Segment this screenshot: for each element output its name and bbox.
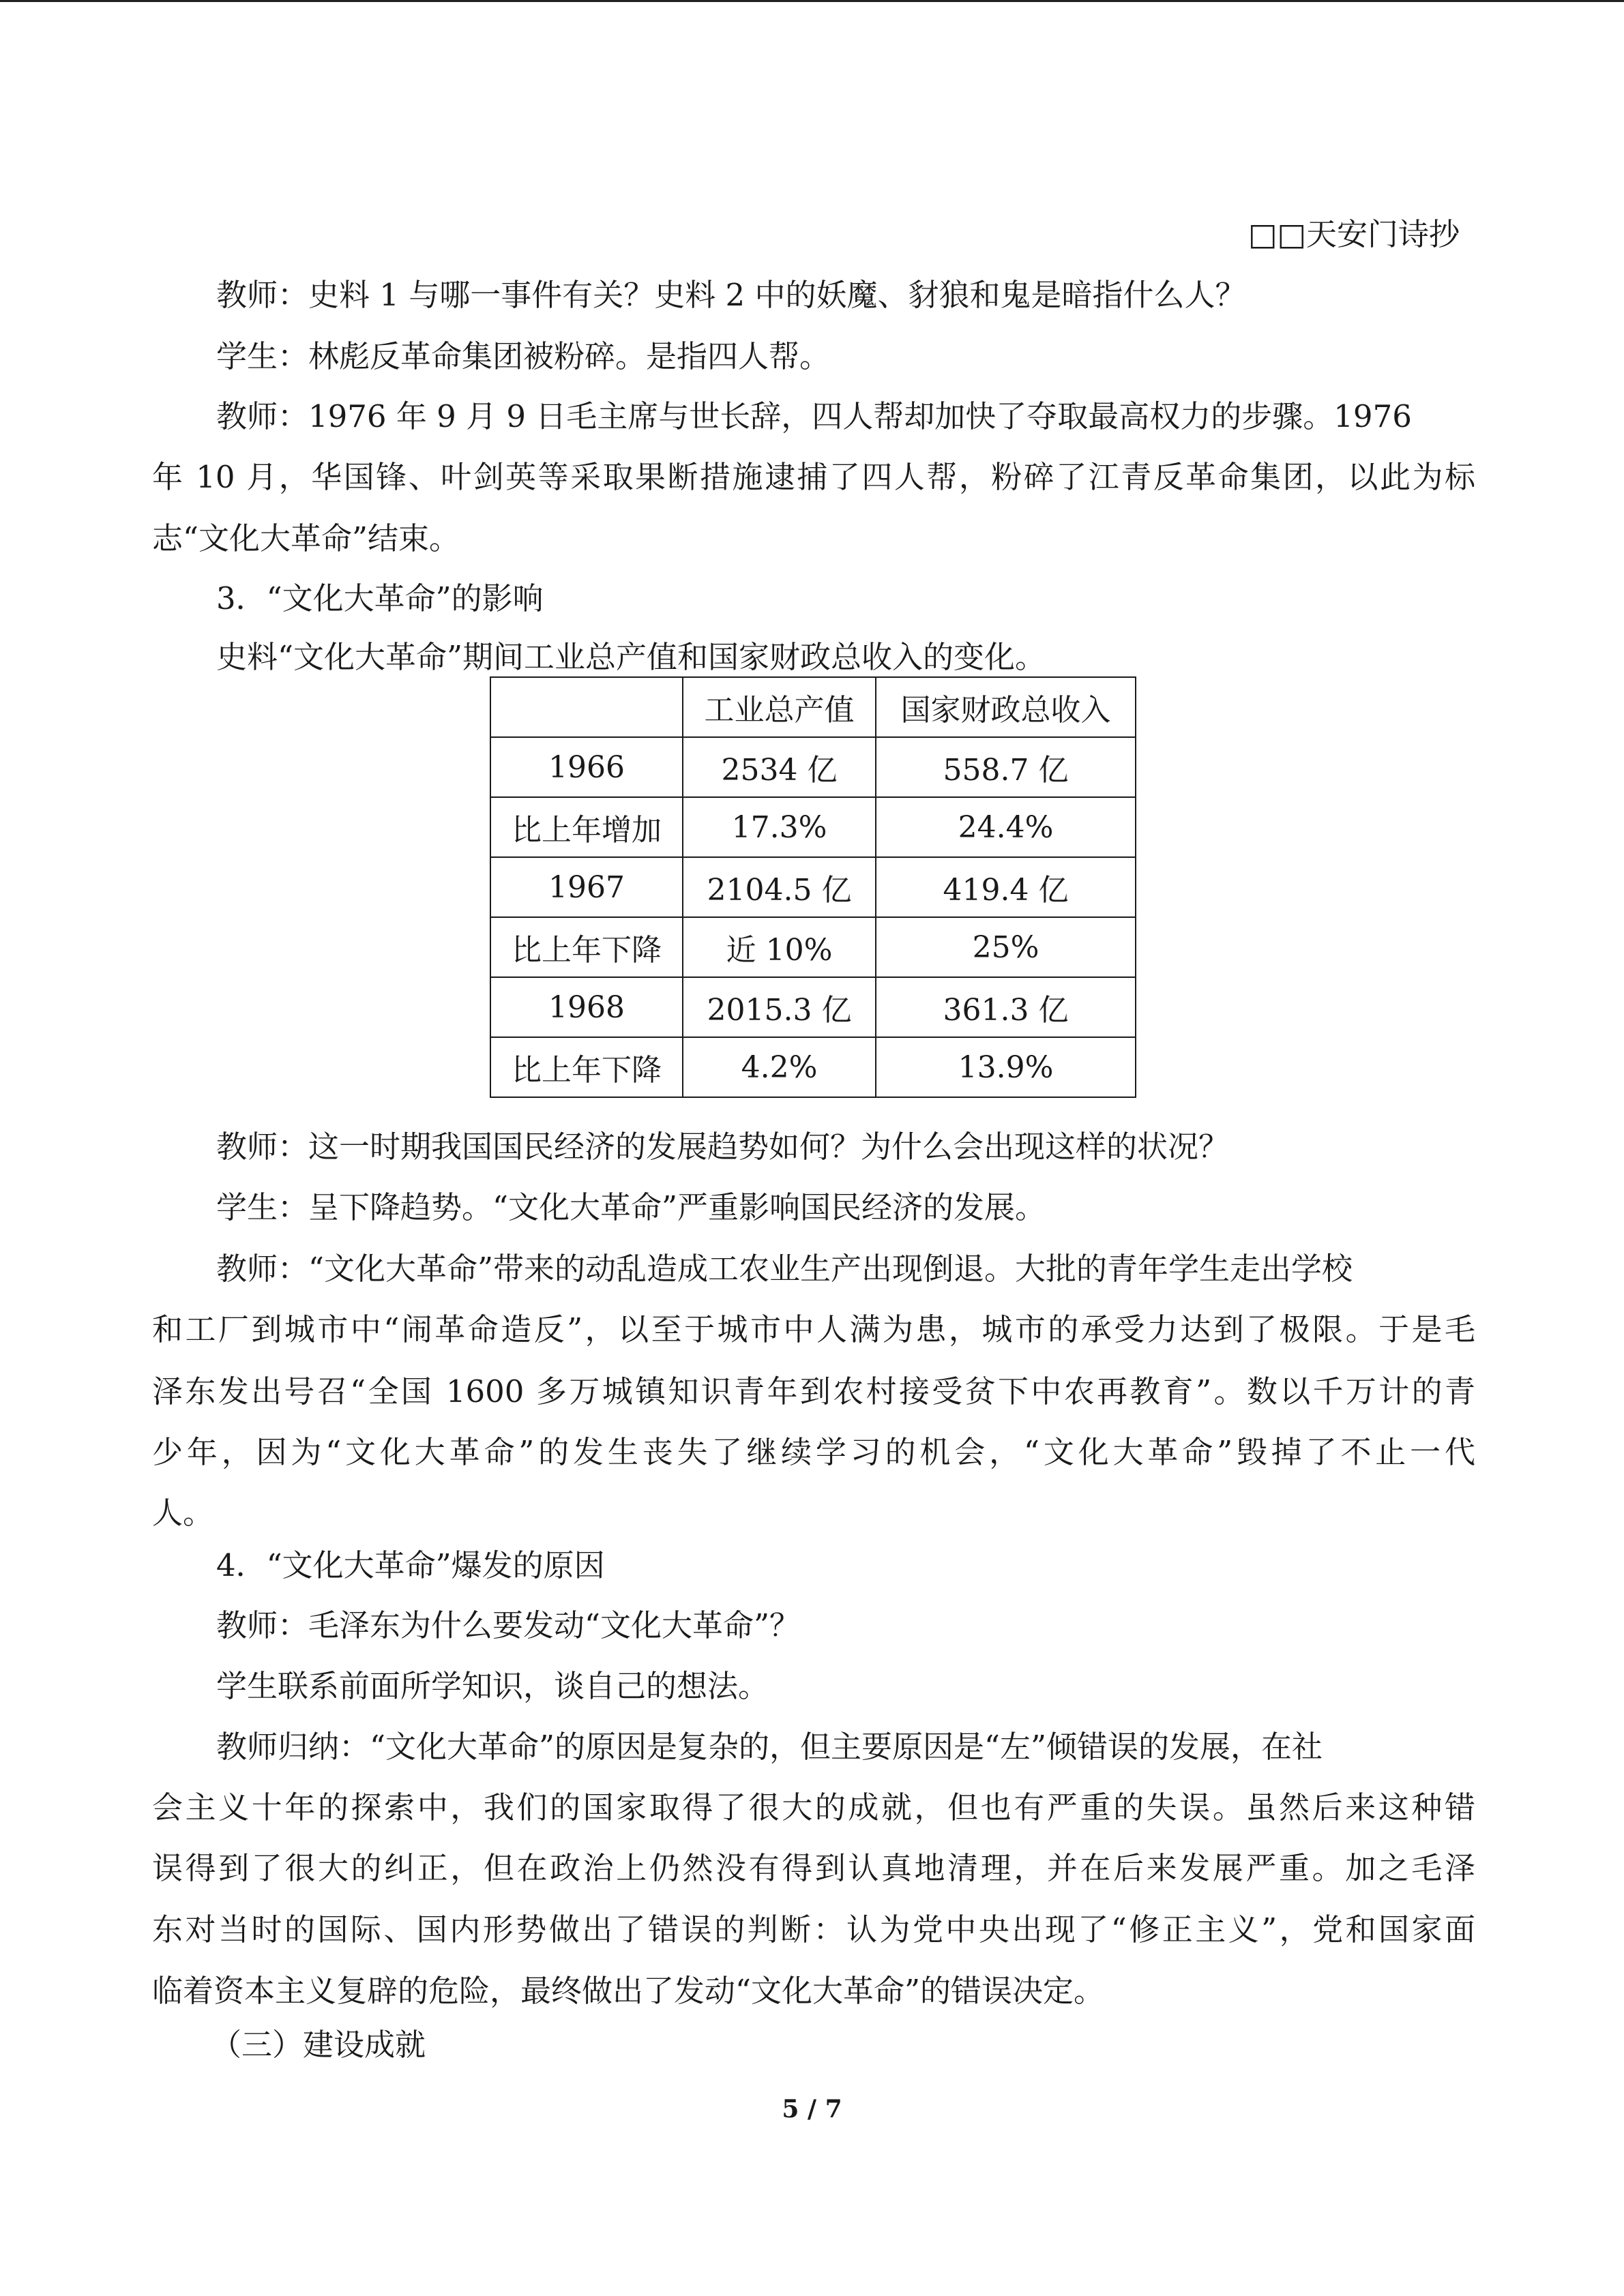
table-cell: 2104.5 亿 — [683, 857, 876, 917]
table-caption: 史料“文化大革命”期间工业总产值和国家财政总收入的变化。 — [216, 639, 1046, 675]
section-heading-achievements: （三）建设成就 — [211, 2027, 426, 2063]
table-header-cell: 工业总产值 — [683, 677, 876, 737]
paragraph-teacher-summary-line-3: 误得到了很大的纠正，但在政治上仍然没有得到认真地清理，并在后来发展严重。加之毛泽 — [152, 1850, 1475, 1886]
table-cell: 比上年下降 — [490, 1037, 683, 1097]
table-cell: 2534 亿 — [683, 737, 876, 797]
table-cell: 13.9% — [876, 1037, 1136, 1097]
paragraph-teacher-explain-2-line-1: 教师：“文化大革命”带来的动乱造成工农业生产出现倒退。大批的青年学生走出学校 — [216, 1251, 1353, 1287]
paragraph-student-answer-2: 学生：呈下降趋势。“文化大革命”严重影响国民经济的发展。 — [216, 1189, 1046, 1225]
section-heading-impact: 3．“文化大革命”的影响 — [216, 580, 544, 616]
paragraph-teacher-explain-1-line-2: 年 10 月，华国锋、叶剑英等采取果断措施逮捕了四人帮，粉碎了江青反革命集团，以此为标 — [152, 459, 1475, 495]
table-cell: 比上年下降 — [490, 917, 683, 977]
paragraph-teacher-explain-2-line-5: 人。 — [152, 1495, 214, 1531]
table-header-row — [490, 677, 1136, 737]
paragraph-teacher-question-2: 教师：这一时期我国国民经济的发展趋势如何？为什么会出现这样的状况？ — [216, 1129, 1230, 1165]
table-cell: 558.7 亿 — [876, 737, 1136, 797]
page-number: 5 / 7 — [782, 2095, 842, 2123]
paragraph-teacher-question-3: 教师：毛泽东为什么要发动“文化大革命”？ — [216, 1607, 801, 1643]
table-cell: 4.2% — [683, 1037, 876, 1097]
table-cell: 比上年增加 — [490, 797, 683, 857]
table-cell: 419.4 亿 — [876, 857, 1136, 917]
top-border — [0, 0, 1624, 2]
paragraph-teacher-explain-2-line-2: 和工厂到城市中“闹革命造反”，以至于城市中人满为患，城市的承受力达到了极限。于是毛 — [152, 1311, 1475, 1347]
paragraph-student-answer-1: 学生：林彪反革命集团被粉碎。是指四人帮。 — [216, 338, 831, 374]
section-heading-causes: 4．“文化大革命”爆发的原因 — [216, 1547, 605, 1583]
paragraph-teacher-summary-line-5: 临着资本主义复辟的危险，最终做出了发动“文化大革命”的错误决定。 — [152, 1973, 1105, 2009]
table-header-cell: 国家财政总收入 — [876, 677, 1136, 737]
paragraph-teacher-summary-line-1: 教师归纳：“文化大革命”的原因是复杂的，但主要原因是“左”倾错误的发展，在社 — [216, 1729, 1323, 1765]
table-cell: 2015.3 亿 — [683, 977, 876, 1037]
table-header-cell — [490, 677, 683, 737]
table-row — [490, 737, 1136, 797]
table-cell: 1967 — [490, 857, 683, 917]
paragraph-teacher-question-1: 教师：史料 1 与哪一事件有关？史料 2 中的妖魔、豺狼和鬼是暗指什么人？ — [216, 277, 1246, 313]
paragraph-teacher-explain-1-line-3: 志“文化大革命”结束。 — [152, 520, 460, 556]
table-cell: 近 10% — [683, 917, 876, 977]
table-cell: 24.4% — [876, 797, 1136, 857]
poem-source: □□天安门诗抄 — [1248, 216, 1460, 252]
paragraph-teacher-summary-line-4: 东对当时的国际、国内形势做出了错误的判断：认为党中央出现了“修正主义”，党和国家面 — [152, 1911, 1475, 1948]
table-cell: 1968 — [490, 977, 683, 1037]
table-row — [490, 917, 1136, 977]
paragraph-teacher-explain-1-line-1: 教师：1976 年 9 月 9 日毛主席与世长辞，四人帮却加快了夺取最高权力的步骤。1976 — [216, 398, 1412, 434]
economy-table — [490, 676, 1136, 1098]
table-cell: 361.3 亿 — [876, 977, 1136, 1037]
table-cell: 25% — [876, 917, 1136, 977]
table-row — [490, 1037, 1136, 1097]
table-row — [490, 797, 1136, 857]
paragraph-teacher-summary-line-2: 会主义十年的探索中，我们的国家取得了很大的成就，但也有严重的失误。虽然后来这种错 — [152, 1789, 1475, 1825]
paragraph-teacher-explain-2-line-3: 泽东发出号召“全国 1600 多万城镇知识青年到农村接受贫下中农再教育”。数以千万计的青 — [152, 1373, 1475, 1410]
table-cell: 1966 — [490, 737, 683, 797]
table-row — [490, 857, 1136, 917]
table-row — [490, 977, 1136, 1037]
table-cell: 17.3% — [683, 797, 876, 857]
paragraph-student-activity: 学生联系前面所学知识，谈自己的想法。 — [216, 1668, 769, 1704]
paragraph-teacher-explain-2-line-4: 少年，因为“文化大革命”的发生丧失了继续学习的机会，“文化大革命”毁掉了不止一代 — [152, 1434, 1475, 1470]
